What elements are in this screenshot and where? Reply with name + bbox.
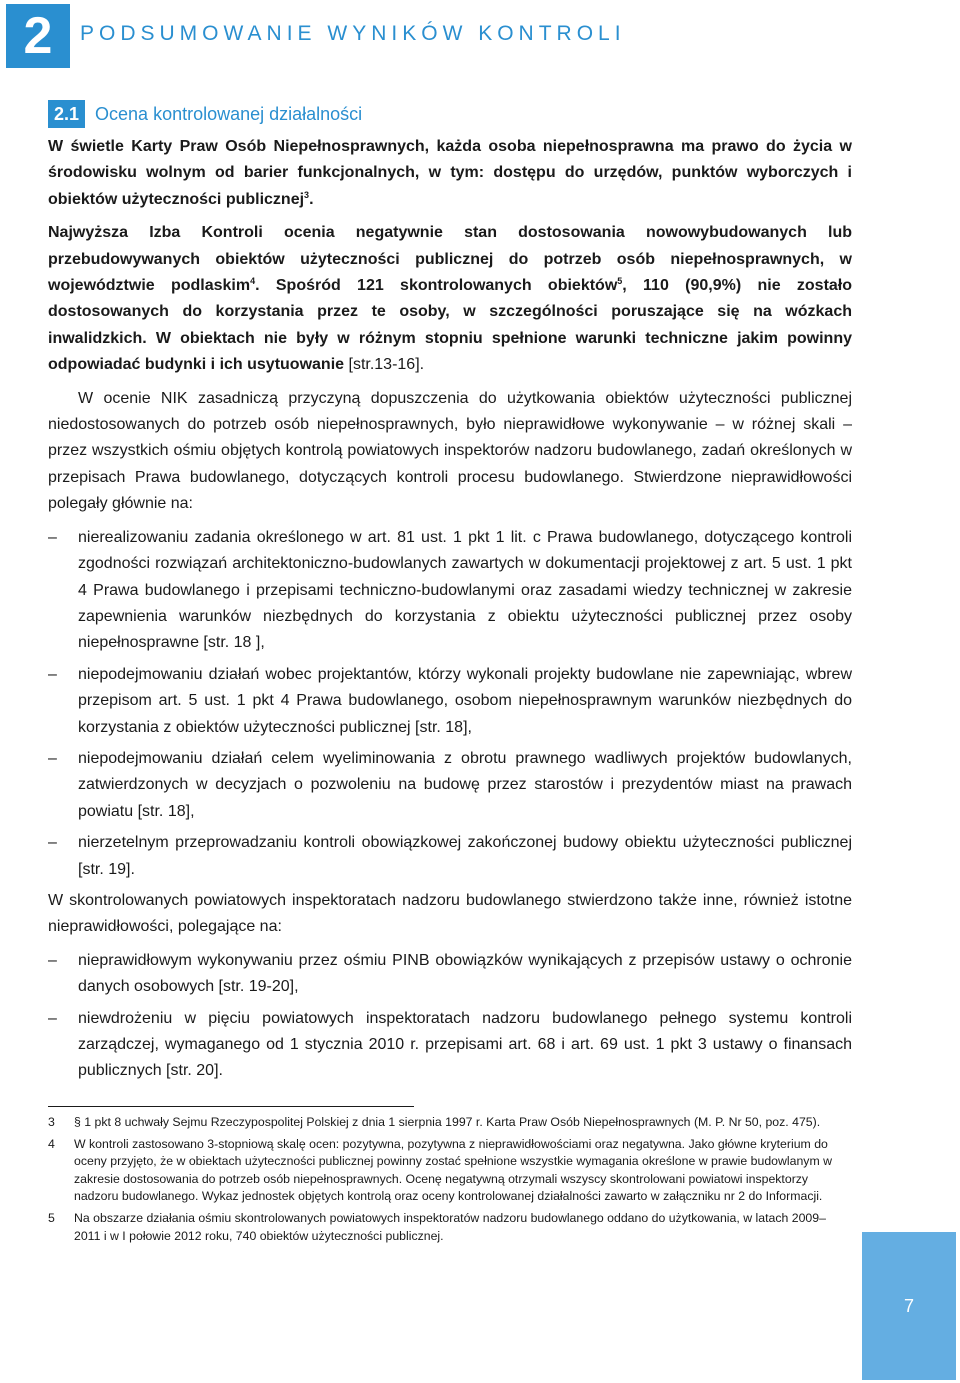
list-item xyxy=(48,830,852,883)
chapter-title: PODSUMOWANIE WYNIKÓW KONTROLI xyxy=(80,22,626,45)
page-number: 7 xyxy=(862,1232,956,1380)
footnotes xyxy=(48,1114,852,1249)
footnote-number: 5 xyxy=(48,1210,55,1225)
list-item-text: niepodejmowaniu działań celem wyeliminowania z obrotu prawnego wadliwych projektów budowlanych, zatwierdzonych w decyzjach o pozwoleniu na budowę przez starostów i prezydentów miast na prawach powiatu [str. 18], xyxy=(78,749,852,820)
list-dash: – xyxy=(48,834,57,852)
footnote-text: Na obszarze działania ośmiu skontrolowanych powiatowych inspektoratów nadzoru budowlanego oddano do użytkowania, w latach 2009–2011 i w I połowie 2012 roku, 740 obiektów użyteczności publicznej. xyxy=(74,1210,826,1243)
other-findings-paragraph: W skontrolowanych powiatowych inspektoratach nadzoru budowlanego stwierdzono także inne, również istotne nieprawidłowości, polegające na: xyxy=(48,891,852,936)
footnote-text: § 1 pkt 8 uchwały Sejmu Rzeczypospolitej Polskiej z dnia 1 sierpnia 1997 r. Karta Praw Osób Niepełnosprawnych (M. P. Nr 50, poz. 475). xyxy=(74,1115,821,1129)
chapter-number: 2 xyxy=(6,4,70,68)
list-item-text: nierealizowaniu zadania określonego w art. 81 ust. 1 pkt 1 lit. c Prawa budowlanego, dotyczącego kontroli zgodności rozwiązań architektoniczno-budowlanych zawartych w dokumentacji projektowej z art. 5 ust. 1 pkt 4 Prawa budowlanego i przepisami techniczno-budowlanymi oraz zasadami wiedzy technicznej w zakresie zapewnienia warunków niezbędnych do korzystania z obiektu użyteczności publicznej przez osoby niepełnosprawne [str. 18 ], xyxy=(78,528,852,652)
intro-paragraph xyxy=(48,134,852,213)
list-dash: – xyxy=(48,951,57,969)
irregularities-list xyxy=(48,525,852,883)
footnote-number: 3 xyxy=(48,1115,55,1129)
list-item xyxy=(48,525,852,657)
main-content xyxy=(48,134,852,1090)
footnote xyxy=(48,1210,852,1245)
footnote-number: 4 xyxy=(48,1136,55,1151)
intro-end: . xyxy=(309,190,314,208)
footnote-ref-4[interactable]: 4 xyxy=(250,276,256,287)
footnote xyxy=(48,1114,852,1132)
list-item-text: nierzetelnym przeprowadzaniu kontroli obowiązkowej zakończonej budowy obiektu użyteczności publicznej [str. 19]. xyxy=(78,834,852,878)
list-item xyxy=(48,948,852,1001)
cause-paragraph: W ocenie NIK zasadniczą przyczyną dopuszczenia do użytkowania obiektów użyteczności publicznej niedostosowanych do potrzeb osób niepełnosprawnych, było nieprawidłowe wykonywanie – w różnej skali – przez wszystkich ośmiu objętych kontrolą powiatowych inspektorów nadzoru budowlanego, zadań określonych w przepisach Prawa budowlanego, dotyczących kontroli procesu budowlanego. Stwierdzone nieprawidłowości polegały głównie na: xyxy=(48,389,852,513)
intro-text: W świetle Karty Praw Osób Niepełnosprawnych, każda osoba niepełnosprawna ma prawo do życia w środowisku wolnym od barier funkcjonalnych, w tym: dostępu do urzędów, punktów wyborczych i obiektów użyteczności publicznej xyxy=(48,138,852,208)
list-item-text: niewdrożeniu w pięciu powiatowych inspektoratach nadzoru budowlanego pełnego systemu kontroli zarządczej, wymaganego od 1 stycznia 2010 r. przepisami art. 68 i art. 69 ust. 1 pkt 3 ustawy o finansach publicznych [str. 20]. xyxy=(78,1009,852,1080)
footnote xyxy=(48,1136,852,1206)
list-dash: – xyxy=(48,1009,57,1027)
list-dash: – xyxy=(48,528,57,546)
section-title: Ocena kontrolowanej działalności xyxy=(95,104,363,124)
list-item xyxy=(48,1006,852,1085)
section-heading xyxy=(48,100,362,128)
list-item-text: nieprawidłowym wykonywaniu przez ośmiu PINB obowiązków wynikających z przepisów ustawy o ochronie danych osobowych [str. 19-20], xyxy=(78,951,852,996)
list-item-text: niepodejmowaniu działań wobec projektantów, którzy wykonali projekty budowlane nie zapewniając, wbrew przepisom art. 5 ust. 1 pkt 4 Prawa budowlanego, osobom niepełnosprawnym warunków niezbędnych do korzystania z obiektów użyteczności publicznej [str. 18], xyxy=(78,665,852,736)
footnote-text: W kontroli zastosowano 3-stopniową skalę ocen: pozytywna, pozytywna z nieprawidłowościami oraz negatywna. Jako główne kryterium do oceny przyjęto, że w obiektach użyteczności publicznej powinny zostać spełnione wszystkie wymagania określone w prawie budowlanym w zakresie dostosowania do potrzeb osób niepełnosprawnych. Ocenę negatywną otrzymali wszyscy skontrolowani powiatowi inspektorzy nadzoru budowlanego. Wykaz jednostek objętych kontrolą oraz oceny kontrolowanej działalności zawarto w załączniku nr 2 do Informacji. xyxy=(74,1136,832,1204)
assessment-text-c: , 110 (90,9%) nie zostało dostosowanych do korzystania przez te osoby, w szczególności poruszające się na wózkach inwalidzkich. W obiektach nie były w różnym stopniu spełnione warunki techniczne jakim powinny odpowiadać budynki i ich usytuowanie xyxy=(48,277,853,374)
footnote-ref-5[interactable]: 5 xyxy=(617,276,623,287)
other-irregularities-list xyxy=(48,948,852,1085)
assessment-page-ref: [str.13-16]. xyxy=(344,356,425,374)
assessment-text-a: Najwyższa Izba Kontroli ocenia negatywnie stan dostosowania nowowybudowanych lub przebudowywanych obiektów użyteczności publicznej do potrzeb osób niepełnosprawnych, w województwie podlaskim xyxy=(48,224,852,295)
section-number: 2.1 xyxy=(48,100,85,128)
list-item xyxy=(48,746,852,825)
assessment-paragraph xyxy=(48,220,852,378)
footnote-ref-3[interactable]: 3 xyxy=(304,189,310,200)
footnote-separator xyxy=(48,1106,414,1107)
assessment-text-b: . Spośród 121 skontrolowanych obiektów xyxy=(255,277,618,295)
list-dash: – xyxy=(48,665,57,683)
list-item xyxy=(48,662,852,741)
list-dash: – xyxy=(48,749,57,767)
